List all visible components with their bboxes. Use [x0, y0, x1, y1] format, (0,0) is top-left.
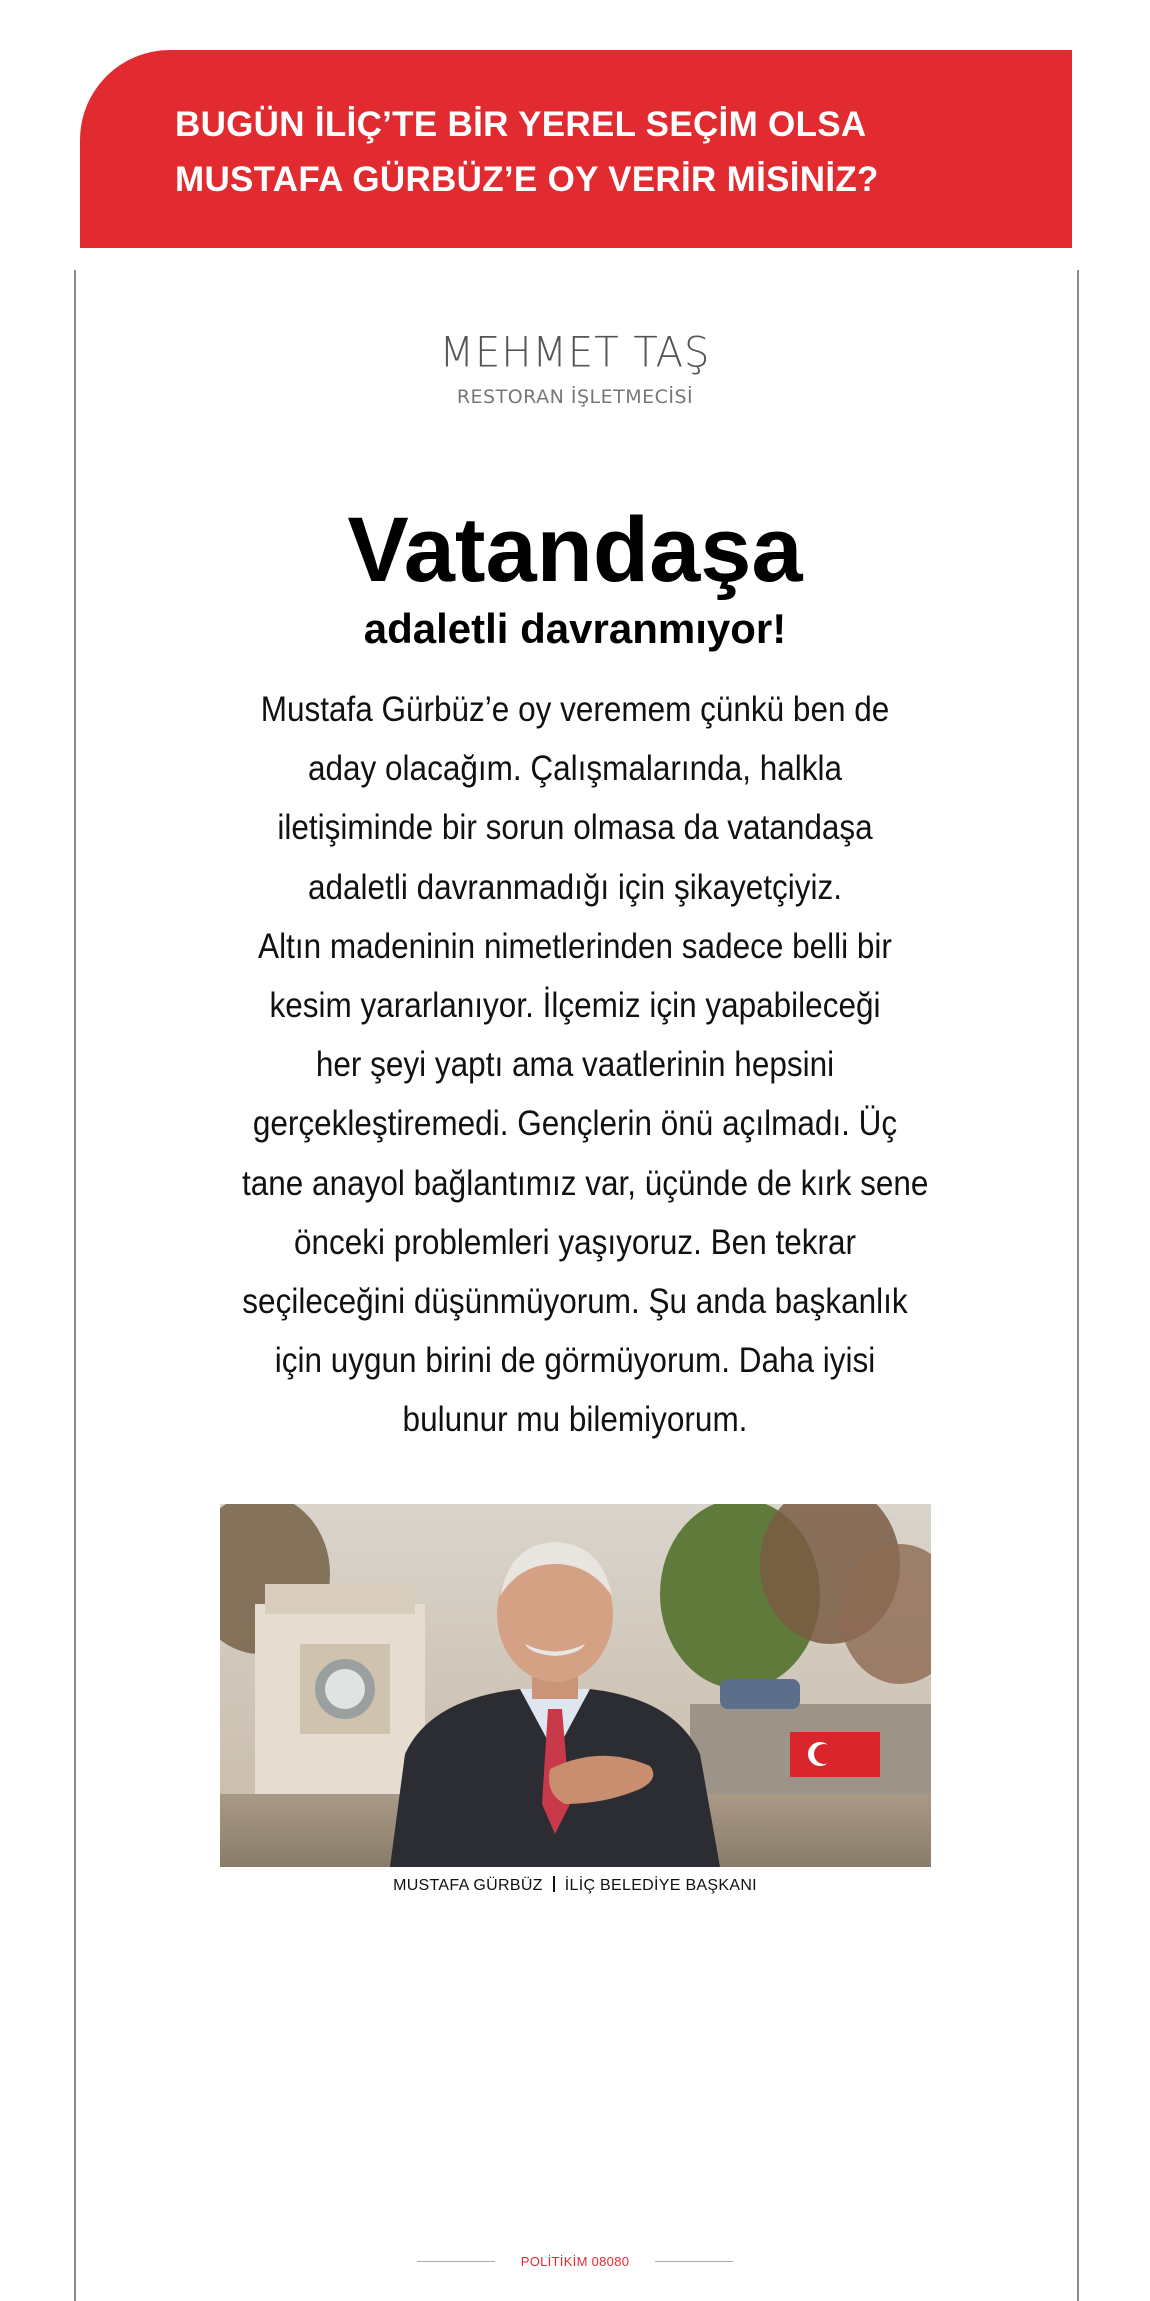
body-line: aday olacağım. Çalışmalarında, halkla	[307, 749, 843, 789]
banner-question	[175, 97, 1035, 207]
body-line: için uygun birini de görmüyorum. Daha iyisi	[274, 1341, 876, 1381]
photo-caption	[0, 1876, 1150, 1895]
body-line: seçileceğini düşünmüyorum. Şu anda başkanlık	[242, 1282, 908, 1322]
subheadline: adaletli davranmıyor!	[363, 605, 787, 652]
body-line: kesim yararlanıyor. İlçemiz için yapabileceği	[269, 986, 881, 1026]
caption-title: İLİÇ BELEDİYE BAŞKANI	[564, 1877, 757, 1894]
headline: Vatandaşa	[347, 499, 803, 601]
header-banner	[80, 50, 1072, 248]
body-line: her şeyi yaptı ama vaatlerinin hepsini	[315, 1045, 835, 1085]
body-line: gerçekleştiremedi. Gençlerin önü açılmadı. Üç	[252, 1104, 898, 1144]
interviewee-role: RESTORAN İŞLETMECİSİ	[456, 386, 694, 408]
body-line: Mustafa Gürbüz’e oy veremem çünkü ben de	[260, 690, 890, 729]
mayor-photo	[220, 1504, 931, 1867]
portrait-photo-icon	[220, 1504, 931, 1867]
page-footer	[0, 2253, 1150, 2269]
body-line: adaletli davranmadığı için şikayetçiyiz.	[307, 867, 842, 907]
footer-label: POLİTİKİM 08080	[520, 2253, 630, 2269]
footer-rule-left	[417, 2261, 495, 2262]
caption-name: MUSTAFA GÜRBÜZ	[393, 1877, 543, 1894]
interviewee-name: MEHMET TAŞ	[439, 328, 711, 378]
banner-line-2: MUSTAFA GÜRBÜZ’E OY VERİR MİSİNİZ?	[175, 160, 879, 199]
body-line: önceki problemleri yaşıyoruz. Ben tekrar	[294, 1222, 856, 1262]
body-line: iletişiminde bir sorun olmasa da vatandaşa	[277, 808, 873, 848]
body-line: tane anayol bağlantımız var, üçünde de kırk sene	[242, 1163, 929, 1203]
caption-separator	[553, 1876, 555, 1892]
footer-rule-right	[655, 2261, 733, 2262]
banner-line-1: BUGÜN İLİÇ’TE BİR YEREL SEÇİM OLSA	[175, 105, 867, 144]
body-line: Altın madeninin nimetlerinden sadece belli bir	[258, 926, 892, 966]
article-body	[242, 680, 929, 1450]
body-line: bulunur mu bilemiyorum.	[402, 1400, 748, 1440]
